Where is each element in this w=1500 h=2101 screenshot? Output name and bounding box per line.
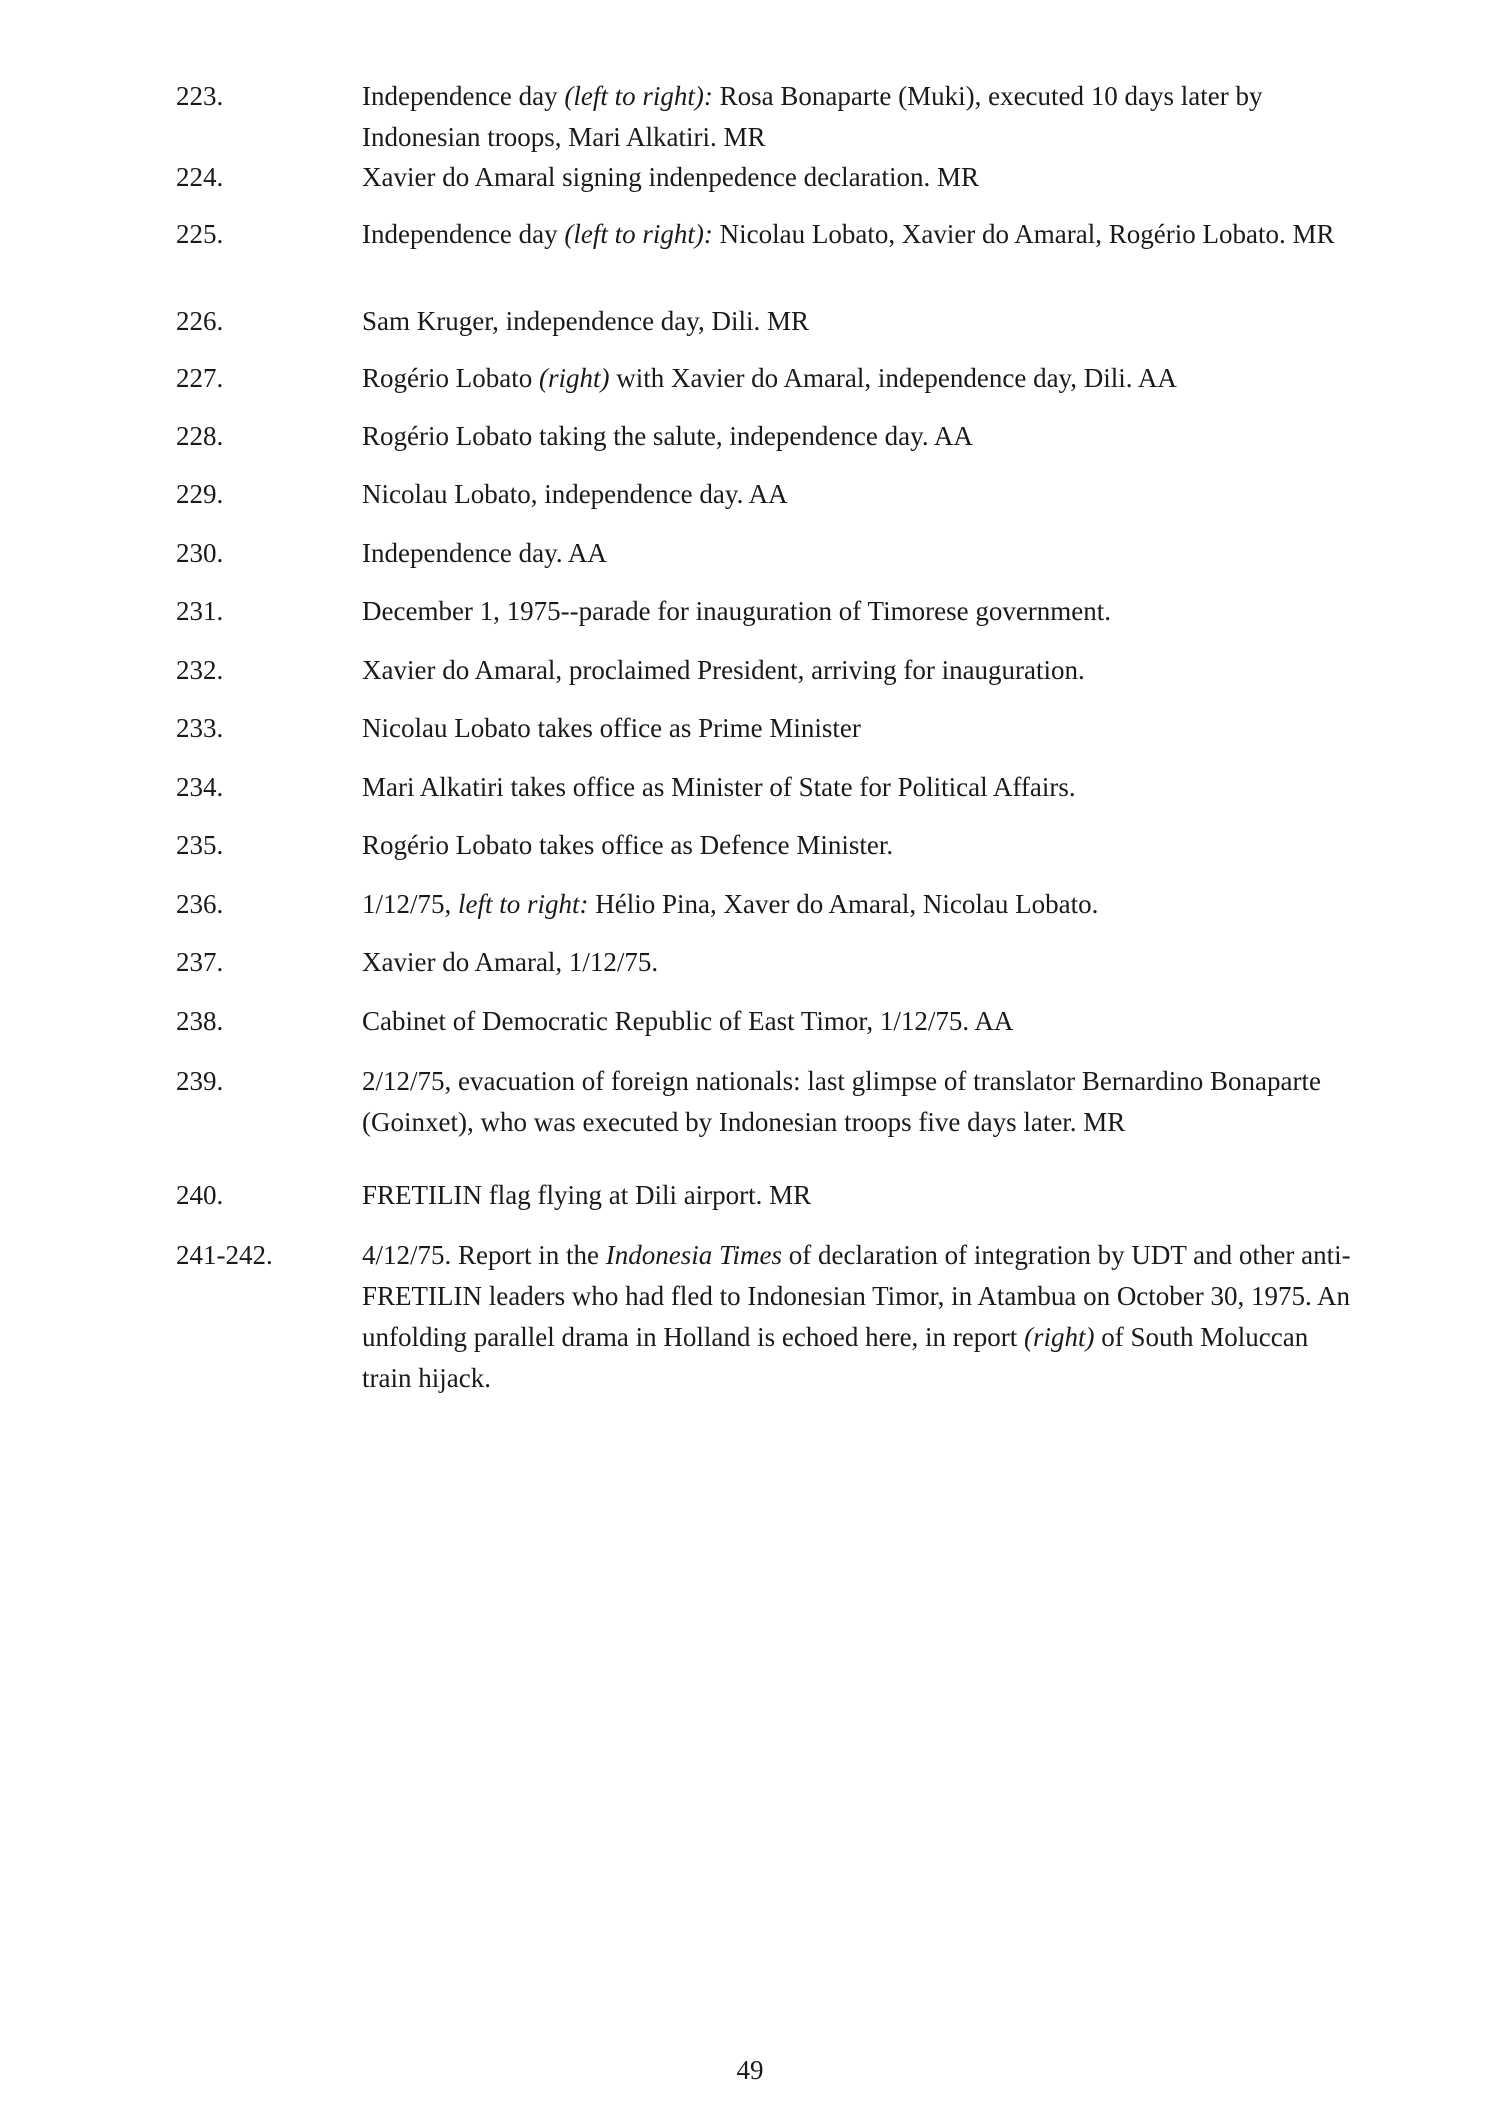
caption-run: Nicolau Lobato, independence day. AA [362, 479, 788, 509]
caption-number: 235. [176, 830, 224, 860]
caption-number: 226. [176, 306, 224, 336]
page-number: 49 [736, 2055, 764, 2085]
caption-text [362, 650, 1352, 691]
caption-text [362, 416, 1352, 457]
caption-number: 237. [176, 947, 224, 977]
caption-italic-run: (left to right): [564, 81, 713, 111]
caption-run: Rosa Bonaparte (Muki), executed 10 days later by Indonesian troops, Mari Alkatiri. MR [362, 81, 1263, 152]
caption-number: 240. [176, 1180, 224, 1210]
caption-number: 234. [176, 772, 224, 802]
caption-run: FRETILIN flag flying at Dili airport. MR [362, 1180, 812, 1210]
caption-italic-run: (left to right): [564, 219, 713, 249]
caption-italic-run: left to right: [458, 889, 589, 919]
caption-run: Rogério Lobato [362, 363, 539, 393]
caption-run: of declaration of integration by UDT and other anti-FRETILIN leaders who had fled to Indonesian Timor, in Atambua on October 30, 1975. An unfolding parallel drama in Holland is echoed here, in report [362, 1240, 1351, 1352]
caption-text [362, 884, 1352, 925]
caption-number: 225. [176, 219, 224, 249]
caption-run: Hélio Pina, Xaver do Amaral, Nicolau Lobato. [588, 889, 1099, 919]
caption-italic-run: (right) [1024, 1322, 1095, 1352]
caption-text [362, 474, 1352, 515]
caption-italic-run: (right) [538, 363, 610, 393]
caption-run: Xavier do Amaral signing indenpedence declaration. MR [362, 162, 980, 192]
caption-italic-run: Indonesia Times [605, 1240, 782, 1270]
caption-text [362, 214, 1352, 255]
caption-number: 227. [176, 363, 224, 393]
caption-number: 228. [176, 421, 224, 451]
caption-text [362, 767, 1352, 808]
caption-number: 236. [176, 889, 224, 919]
caption-number: 229. [176, 479, 224, 509]
caption-text [362, 708, 1352, 749]
caption-run: 4/12/75. Report in the [362, 1240, 606, 1270]
caption-text [362, 358, 1352, 399]
caption-number: 231. [176, 596, 224, 626]
caption-run: Nicolau Lobato takes office as Prime Minister [362, 713, 861, 743]
caption-run: Cabinet of Democratic Republic of East Timor, 1/12/75. AA [362, 1006, 1014, 1036]
caption-number: 230. [176, 538, 224, 568]
caption-text [362, 1001, 1352, 1042]
caption-text [362, 1235, 1352, 1399]
caption-run: Mari Alkatiri takes office as Minister of State for Political Affairs. [362, 772, 1076, 802]
caption-number: 241-242. [176, 1240, 273, 1270]
caption-run: 1/12/75, [362, 889, 459, 919]
caption-run: Sam Kruger, independence day, Dili. MR [362, 306, 810, 336]
caption-text [362, 591, 1352, 632]
caption-run: 2/12/75, evacuation of foreign nationals: last glimpse of translator Bernardino Bonaparte (Goinxet), who was executed by Indonesian troops five days later. MR [362, 1066, 1321, 1137]
caption-number: 233. [176, 713, 224, 743]
caption-text [362, 533, 1352, 574]
caption-run: Nicolau Lobato, Xavier do Amaral, Rogério Lobato. MR [712, 219, 1335, 249]
caption-number: 238. [176, 1006, 224, 1036]
caption-number: 239. [176, 1066, 224, 1096]
caption-number: 224. [176, 162, 224, 192]
caption-text [362, 157, 1352, 198]
caption-run: Independence day [362, 81, 565, 111]
caption-run: Independence day. AA [362, 538, 607, 568]
caption-number: 223. [176, 81, 224, 111]
caption-text [362, 1175, 1352, 1216]
caption-text [362, 825, 1352, 866]
caption-text [362, 942, 1352, 983]
caption-text [362, 76, 1352, 158]
caption-number: 232. [176, 655, 224, 685]
caption-run: of South Moluccan train hijack. [362, 1322, 1309, 1393]
caption-run: Rogério Lobato taking the salute, independence day. AA [362, 421, 973, 451]
caption-run: Rogério Lobato takes office as Defence Minister. [362, 830, 894, 860]
caption-run: with Xavier do Amaral, independence day, Dili. AA [609, 363, 1177, 393]
caption-run: Xavier do Amaral, proclaimed President, arriving for inauguration. [362, 655, 1085, 685]
caption-run: December 1, 1975--parade for inauguration of Timorese government. [362, 596, 1112, 626]
caption-run: Independence day [362, 219, 565, 249]
caption-text [362, 1061, 1352, 1143]
caption-text [362, 301, 1352, 342]
caption-run: Xavier do Amaral, 1/12/75. [362, 947, 659, 977]
